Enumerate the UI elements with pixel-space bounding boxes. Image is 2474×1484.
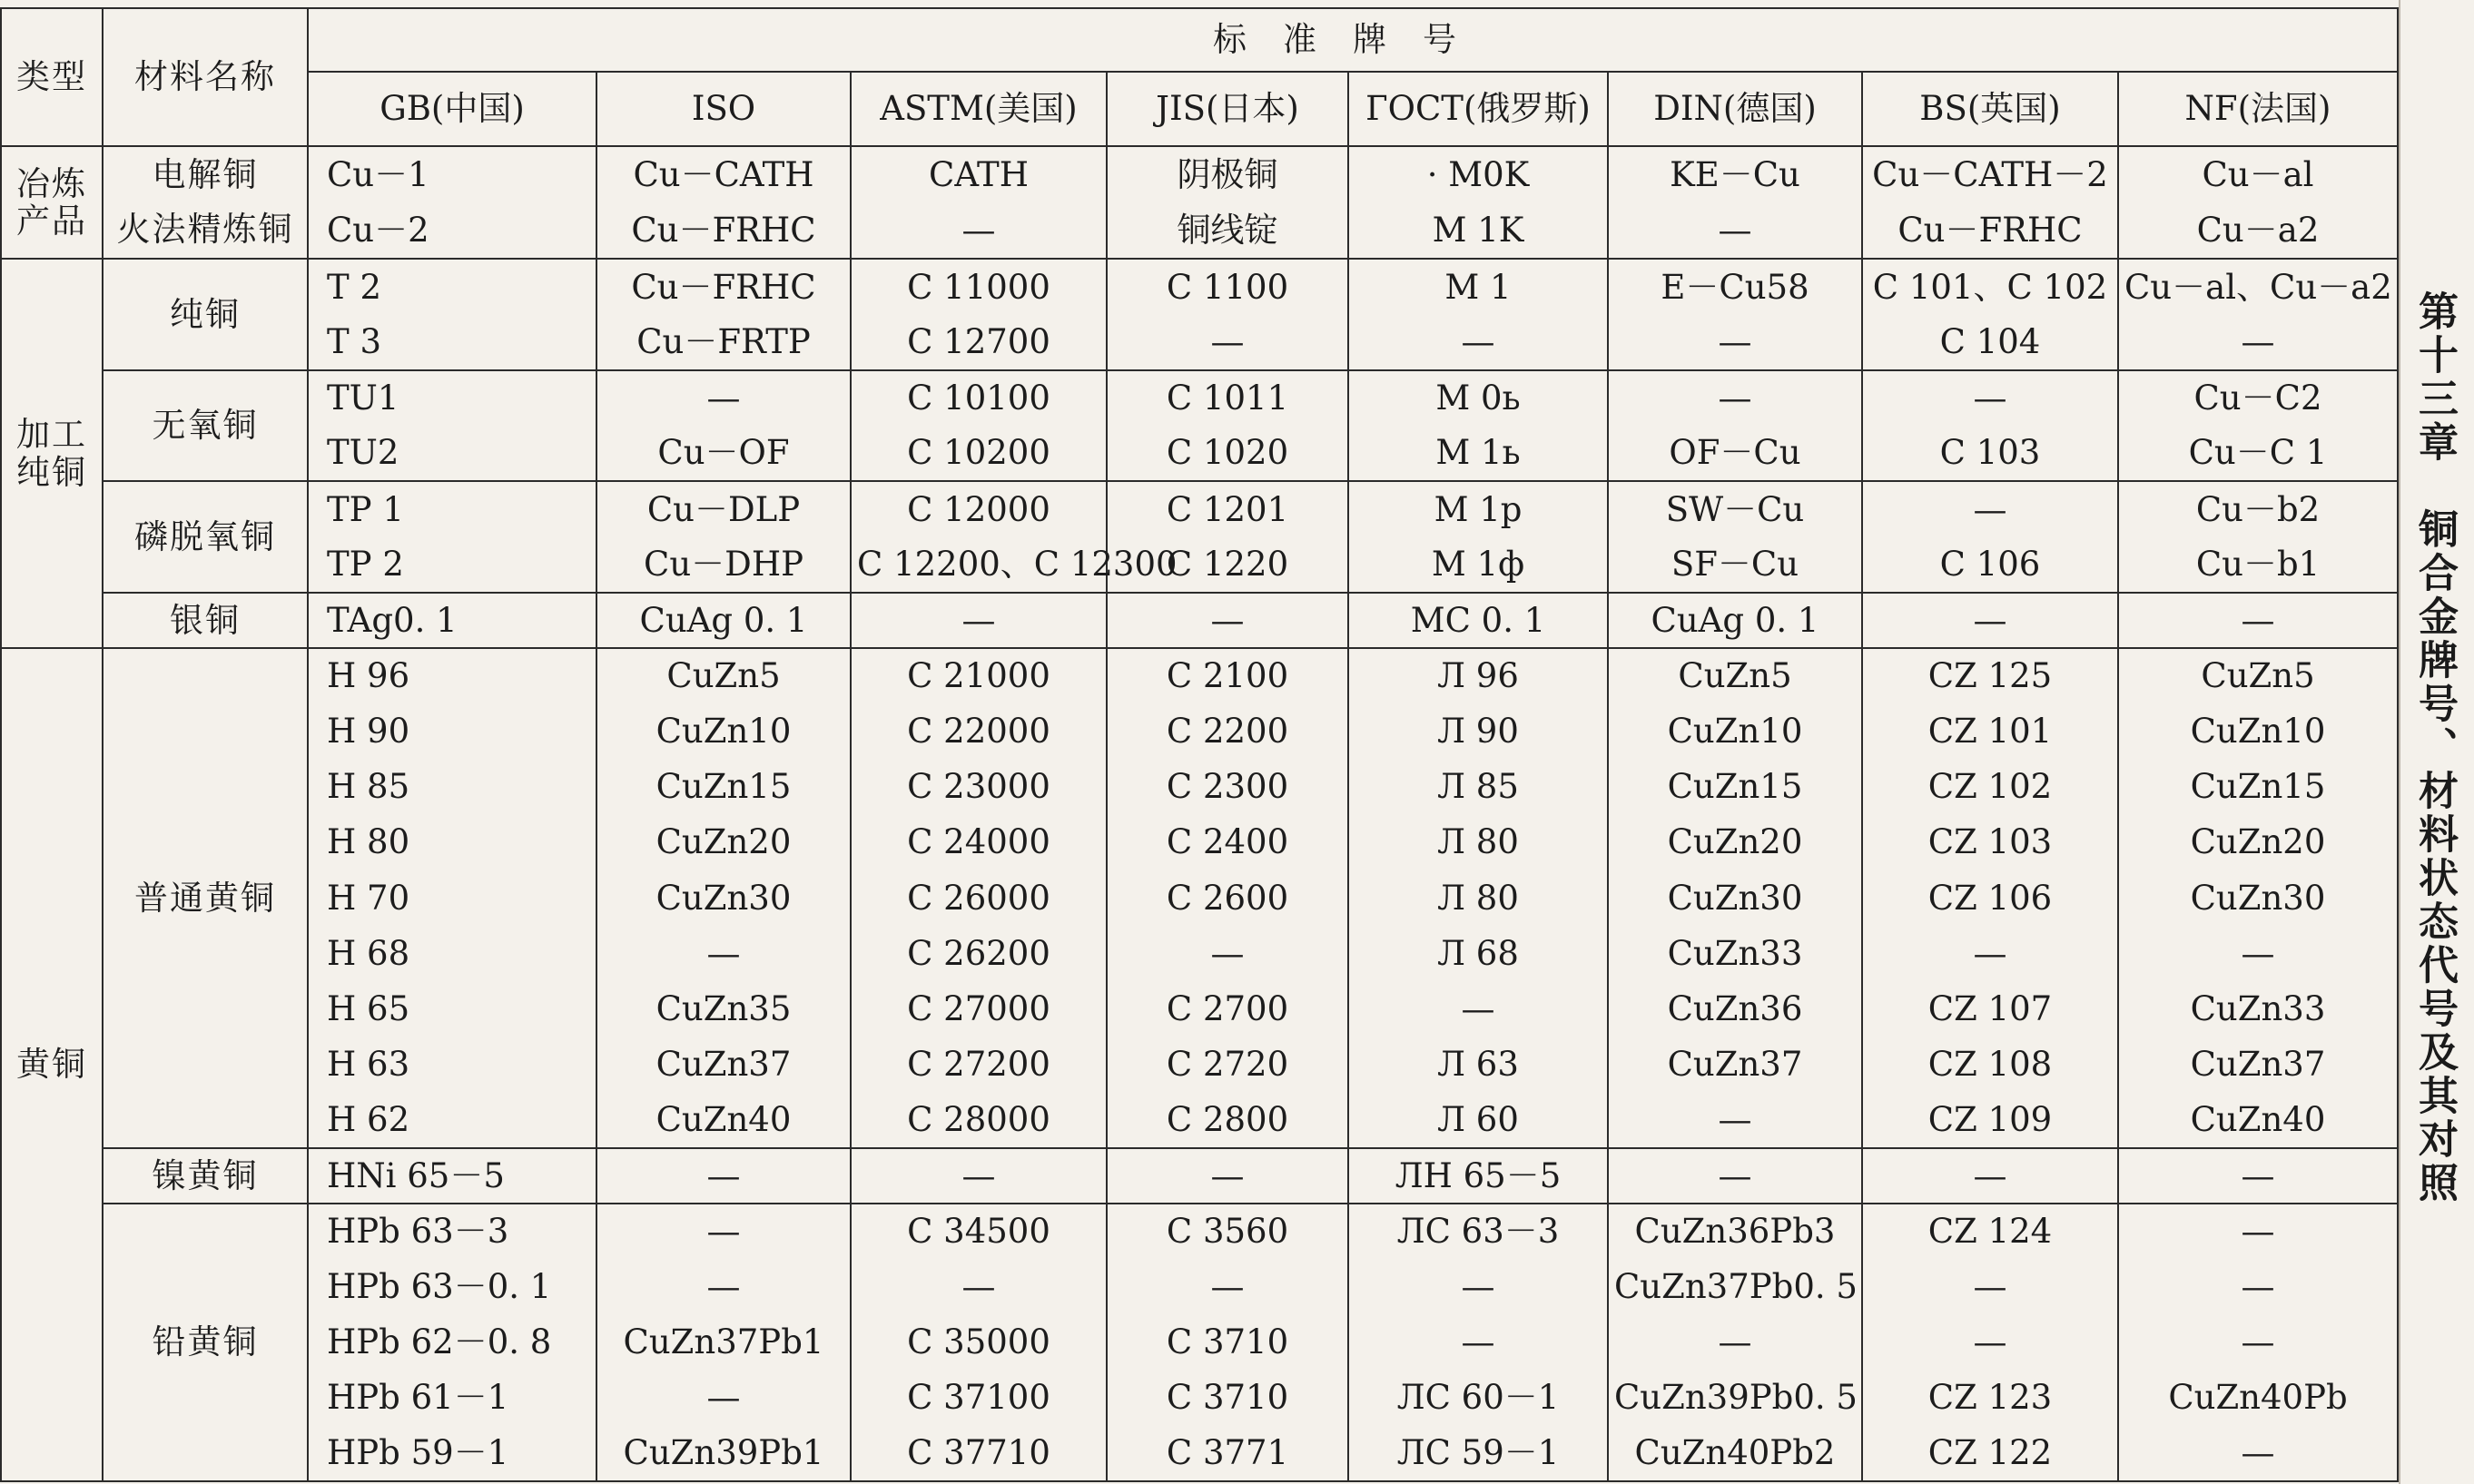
grade-cell: H 85 bbox=[308, 759, 596, 814]
material-name-cell: 普通黄铜 bbox=[103, 648, 308, 1148]
table-row bbox=[1, 536, 2398, 592]
grade-cell: — bbox=[1862, 1148, 2118, 1204]
grade-cell: C 106 bbox=[1862, 536, 2118, 592]
grade-cell: CZ 107 bbox=[1862, 981, 2118, 1037]
grade-cell: C 2100 bbox=[1107, 648, 1348, 703]
grade-cell: C 12000 bbox=[851, 481, 1107, 536]
copper-alloy-grade-comparison-table bbox=[0, 7, 2399, 1482]
table-row bbox=[1, 981, 2398, 1037]
grade-cell: C 1011 bbox=[1107, 370, 1348, 426]
grade-cell: Л 80 bbox=[1348, 814, 1608, 870]
header-standard-1: ISO bbox=[596, 72, 851, 146]
grade-cell: — bbox=[1348, 1314, 1608, 1370]
grade-cell: H 62 bbox=[308, 1092, 596, 1147]
grade-cell: — bbox=[2118, 1259, 2398, 1314]
table-row bbox=[1, 1314, 2398, 1370]
table-row bbox=[1, 1426, 2398, 1481]
table-row bbox=[1, 1259, 2398, 1314]
grade-cell: — bbox=[596, 1259, 851, 1314]
table-row bbox=[1, 1371, 2398, 1426]
grade-cell: C 1220 bbox=[1107, 536, 1348, 592]
table-row bbox=[1, 1148, 2398, 1204]
table-row bbox=[1, 426, 2398, 481]
grade-cell: CuZn10 bbox=[2118, 703, 2398, 759]
grade-cell: — bbox=[1107, 593, 1348, 648]
grade-cell: — bbox=[1348, 1259, 1608, 1314]
grade-cell: CuZn10 bbox=[1608, 703, 1862, 759]
grade-cell: C 37100 bbox=[851, 1371, 1107, 1426]
grade-cell: — bbox=[851, 202, 1107, 259]
grade-cell: Л 60 bbox=[1348, 1092, 1608, 1147]
grade-cell: CuAg 0. 1 bbox=[596, 593, 851, 648]
grade-cell: C 3771 bbox=[1107, 1426, 1348, 1481]
grade-cell: C 2700 bbox=[1107, 981, 1348, 1037]
grade-cell: CuZn40Pb2 bbox=[1608, 1426, 1862, 1481]
grade-cell: CuZn37Pb1 bbox=[596, 1314, 851, 1370]
grade-cell: C 3710 bbox=[1107, 1314, 1348, 1370]
header-standard-5: DIN(德国) bbox=[1608, 72, 1862, 146]
grade-cell: C 1020 bbox=[1107, 426, 1348, 481]
grade-cell: H 63 bbox=[308, 1037, 596, 1092]
grade-cell: Cu－FRHC bbox=[596, 202, 851, 259]
grade-cell: Cu－FRTP bbox=[596, 315, 851, 370]
grade-cell: CZ 122 bbox=[1862, 1426, 2118, 1481]
grade-cell: — bbox=[851, 593, 1107, 648]
table-row bbox=[1, 870, 2398, 926]
grade-cell: CuZn40 bbox=[2118, 1092, 2398, 1147]
table-row bbox=[1, 926, 2398, 981]
grade-cell: C 28000 bbox=[851, 1092, 1107, 1147]
grade-cell: CuZn36 bbox=[1608, 981, 1862, 1037]
grade-cell: C 1201 bbox=[1107, 481, 1348, 536]
grade-cell: C 26000 bbox=[851, 870, 1107, 926]
grade-cell: CATH bbox=[851, 146, 1107, 202]
grade-cell: — bbox=[596, 926, 851, 981]
grade-cell: CZ 106 bbox=[1862, 870, 2118, 926]
header-type: 类型 bbox=[1, 8, 103, 146]
grade-cell: OF－Cu bbox=[1608, 426, 1862, 481]
grade-cell: — bbox=[2118, 1426, 2398, 1481]
grade-cell: ЛС 59－1 bbox=[1348, 1426, 1608, 1481]
grade-cell: CZ 108 bbox=[1862, 1037, 2118, 1092]
grade-cell: Cu－OF bbox=[596, 426, 851, 481]
grade-cell: Л 90 bbox=[1348, 703, 1608, 759]
header-material-name: 材料名称 bbox=[103, 8, 308, 146]
grade-cell: Л 80 bbox=[1348, 870, 1608, 926]
grade-cell: Cu－1 bbox=[308, 146, 596, 202]
grade-cell: Cu－b1 bbox=[2118, 536, 2398, 592]
grade-cell: C 10200 bbox=[851, 426, 1107, 481]
grade-cell: Л 96 bbox=[1348, 648, 1608, 703]
grade-cell: HPb 63－3 bbox=[308, 1204, 596, 1259]
grade-cell: M 1ь bbox=[1348, 426, 1608, 481]
grade-cell: M 0ь bbox=[1348, 370, 1608, 426]
grade-cell: M 1K bbox=[1348, 202, 1608, 259]
grade-cell: — bbox=[1107, 1259, 1348, 1314]
grade-cell: Cu－DLP bbox=[596, 481, 851, 536]
grade-cell: Cu－al、Cu－a2 bbox=[2118, 259, 2398, 314]
table-row bbox=[1, 814, 2398, 870]
grade-cell: — bbox=[1608, 1314, 1862, 1370]
grade-cell: — bbox=[2118, 315, 2398, 370]
grade-cell: — bbox=[851, 1148, 1107, 1204]
grade-cell: M 1ф bbox=[1348, 536, 1608, 592]
page-edge-rule bbox=[2399, 0, 2400, 1484]
grade-cell: CuZn30 bbox=[1608, 870, 1862, 926]
grade-cell: — bbox=[851, 1259, 1107, 1314]
grade-cell: CuZn40 bbox=[596, 1092, 851, 1147]
grade-cell: C 101、C 102 bbox=[1862, 259, 2118, 314]
grade-cell: CuZn5 bbox=[2118, 648, 2398, 703]
grade-cell: CZ 125 bbox=[1862, 648, 2118, 703]
table-row bbox=[1, 481, 2398, 536]
grade-cell: C 27200 bbox=[851, 1037, 1107, 1092]
grade-cell: TU1 bbox=[308, 370, 596, 426]
grade-cell: CuZn33 bbox=[1608, 926, 1862, 981]
grade-cell: Cu－CATH－2 bbox=[1862, 146, 2118, 202]
grade-cell: — bbox=[1107, 926, 1348, 981]
grade-cell: — bbox=[1107, 315, 1348, 370]
grade-cell: — bbox=[1862, 370, 2118, 426]
grade-cell: CuZn36Pb3 bbox=[1608, 1204, 1862, 1259]
grade-cell: C 23000 bbox=[851, 759, 1107, 814]
grade-cell: — bbox=[1862, 481, 2118, 536]
grade-cell: H 65 bbox=[308, 981, 596, 1037]
grade-cell: TU2 bbox=[308, 426, 596, 481]
grade-cell: C 21000 bbox=[851, 648, 1107, 703]
grade-cell: 铜线锭 bbox=[1107, 202, 1348, 259]
grade-cell: — bbox=[1348, 315, 1608, 370]
grade-cell: — bbox=[2118, 926, 2398, 981]
header-standard-4: ГОСТ(俄罗斯) bbox=[1348, 72, 1608, 146]
grade-cell: C 12200、C 12300 bbox=[851, 536, 1107, 592]
grade-cell: CuZn30 bbox=[596, 870, 851, 926]
grade-cell: CZ 124 bbox=[1862, 1204, 2118, 1259]
table-row bbox=[1, 648, 2398, 703]
grade-cell: — bbox=[1608, 1092, 1862, 1147]
table-row bbox=[1, 146, 2398, 202]
table-row bbox=[1, 703, 2398, 759]
grade-cell: CZ 123 bbox=[1862, 1371, 2118, 1426]
table-row bbox=[1, 259, 2398, 314]
grade-cell: H 70 bbox=[308, 870, 596, 926]
grade-cell: — bbox=[2118, 593, 2398, 648]
grade-cell: CuZn20 bbox=[2118, 814, 2398, 870]
grade-cell: C 103 bbox=[1862, 426, 2118, 481]
table-row bbox=[1, 1037, 2398, 1092]
header-standard-0: GB(中国) bbox=[308, 72, 596, 146]
grade-cell: CuZn20 bbox=[596, 814, 851, 870]
grade-cell: CuZn30 bbox=[2118, 870, 2398, 926]
grade-cell: ЛН 65－5 bbox=[1348, 1148, 1608, 1204]
grade-cell: T 2 bbox=[308, 259, 596, 314]
grade-cell: C 2400 bbox=[1107, 814, 1348, 870]
grade-cell: CuZn5 bbox=[596, 648, 851, 703]
material-name-cell: 银铜 bbox=[103, 593, 308, 648]
grade-cell: CuZn15 bbox=[2118, 759, 2398, 814]
material-name-cell: 铅黄铜 bbox=[103, 1204, 308, 1481]
grade-cell: C 27000 bbox=[851, 981, 1107, 1037]
grade-cell: CuZn15 bbox=[1608, 759, 1862, 814]
grade-cell: Cu－FRHC bbox=[596, 259, 851, 314]
grade-cell: HPb 63－0. 1 bbox=[308, 1259, 596, 1314]
grade-cell: C 11000 bbox=[851, 259, 1107, 314]
grade-cell: — bbox=[2118, 1148, 2398, 1204]
header-standard-2: ASTM(美国) bbox=[851, 72, 1107, 146]
grade-cell: CuZn39Pb1 bbox=[596, 1426, 851, 1481]
table-row bbox=[1, 593, 2398, 648]
material-name-cell: 无氧铜 bbox=[103, 370, 308, 481]
grade-cell: C 2800 bbox=[1107, 1092, 1348, 1147]
grade-cell: H 96 bbox=[308, 648, 596, 703]
grade-cell: CZ 103 bbox=[1862, 814, 2118, 870]
grade-cell: — bbox=[2118, 1204, 2398, 1259]
grade-cell: Cu－C2 bbox=[2118, 370, 2398, 426]
grade-cell: CuZn37 bbox=[596, 1037, 851, 1092]
grade-cell: ЛС 63－3 bbox=[1348, 1204, 1608, 1259]
grade-cell: CuZn10 bbox=[596, 703, 851, 759]
grade-cell: C 2720 bbox=[1107, 1037, 1348, 1092]
grade-cell: E－Cu58 bbox=[1608, 259, 1862, 314]
grade-cell: — bbox=[1862, 593, 2118, 648]
grade-cell: C 34500 bbox=[851, 1204, 1107, 1259]
type-cell: 黄铜 bbox=[1, 648, 103, 1481]
grade-cell: — bbox=[596, 1371, 851, 1426]
grade-cell: TAg0. 1 bbox=[308, 593, 596, 648]
grade-cell: Л 68 bbox=[1348, 926, 1608, 981]
grade-cell: Cu－b2 bbox=[2118, 481, 2398, 536]
grade-cell: CZ 109 bbox=[1862, 1092, 2118, 1147]
grade-cell: — bbox=[596, 370, 851, 426]
header-standard-7: NF(法国) bbox=[2118, 72, 2398, 146]
grade-cell: TP 1 bbox=[308, 481, 596, 536]
grade-cell: CuAg 0. 1 bbox=[1608, 593, 1862, 648]
header-standards-row bbox=[1, 72, 2398, 146]
material-name-cell: 纯铜 bbox=[103, 259, 308, 369]
grade-cell: C 1100 bbox=[1107, 259, 1348, 314]
grade-cell: C 3560 bbox=[1107, 1204, 1348, 1259]
grade-cell: C 12700 bbox=[851, 315, 1107, 370]
material-name-cell: 镍黄铜 bbox=[103, 1148, 308, 1204]
grade-cell: C 22000 bbox=[851, 703, 1107, 759]
grade-cell: — bbox=[1608, 370, 1862, 426]
grade-cell: 阴极铜 bbox=[1107, 146, 1348, 202]
grade-cell: Л 63 bbox=[1348, 1037, 1608, 1092]
grade-cell: · M0K bbox=[1348, 146, 1608, 202]
grade-cell: C 2200 bbox=[1107, 703, 1348, 759]
table-row bbox=[1, 1092, 2398, 1147]
grade-cell: CuZn5 bbox=[1608, 648, 1862, 703]
grade-cell: H 80 bbox=[308, 814, 596, 870]
table-header bbox=[1, 8, 2398, 146]
grade-cell: C 3710 bbox=[1107, 1371, 1348, 1426]
grade-cell: C 104 bbox=[1862, 315, 2118, 370]
grade-cell: CuZn35 bbox=[596, 981, 851, 1037]
grade-cell: SF－Cu bbox=[1608, 536, 1862, 592]
grade-cell: Cu－DHP bbox=[596, 536, 851, 592]
material-name-cell: 磷脱氧铜 bbox=[103, 481, 308, 592]
grade-cell: Cu－FRHC bbox=[1862, 202, 2118, 259]
grade-cell: TP 2 bbox=[308, 536, 596, 592]
chapter-side-title: 第十三章 铜合金牌号、材料状态代号及其对照 bbox=[2411, 290, 2458, 1205]
header-standard-6: BS(英国) bbox=[1862, 72, 2118, 146]
grade-cell: C 2300 bbox=[1107, 759, 1348, 814]
grade-cell: T 3 bbox=[308, 315, 596, 370]
grade-cell: C 35000 bbox=[851, 1314, 1107, 1370]
grade-cell: — bbox=[596, 1204, 851, 1259]
grade-cell: — bbox=[1608, 1148, 1862, 1204]
grade-cell: ЛС 60－1 bbox=[1348, 1371, 1608, 1426]
grade-cell: M 1p bbox=[1348, 481, 1608, 536]
grade-cell: C 26200 bbox=[851, 926, 1107, 981]
grade-cell: H 68 bbox=[308, 926, 596, 981]
grade-cell: M 1 bbox=[1348, 259, 1608, 314]
grade-cell: MC 0. 1 bbox=[1348, 593, 1608, 648]
grade-cell: C 37710 bbox=[851, 1426, 1107, 1481]
grade-cell: H 90 bbox=[308, 703, 596, 759]
grade-cell: — bbox=[1862, 1314, 2118, 1370]
table-row bbox=[1, 202, 2398, 259]
grade-cell: C 10100 bbox=[851, 370, 1107, 426]
grade-cell: Л 85 bbox=[1348, 759, 1608, 814]
grade-cell: CZ 102 bbox=[1862, 759, 2118, 814]
grade-cell: Cu－CATH bbox=[596, 146, 851, 202]
table-row bbox=[1, 370, 2398, 426]
header-standard-3: JIS(日本) bbox=[1107, 72, 1348, 146]
grade-cell: — bbox=[1348, 981, 1608, 1037]
grade-cell: — bbox=[1107, 1148, 1348, 1204]
grade-cell: CuZn39Pb0. 5 bbox=[1608, 1371, 1862, 1426]
header-standard-grades: 标准牌号 bbox=[308, 8, 2398, 72]
grade-cell: CuZn37Pb0. 5 bbox=[1608, 1259, 1862, 1314]
grade-cell: — bbox=[1608, 315, 1862, 370]
grade-cell: C 2600 bbox=[1107, 870, 1348, 926]
grade-cell: KE－Cu bbox=[1608, 146, 1862, 202]
material-name-cell: 电解铜 火法精炼铜 bbox=[103, 146, 308, 259]
type-cell: 冶炼 产品 bbox=[1, 146, 103, 259]
table-body bbox=[1, 146, 2398, 1481]
grade-cell: — bbox=[2118, 1314, 2398, 1370]
grade-cell: CuZn20 bbox=[1608, 814, 1862, 870]
grade-cell: HPb 61－1 bbox=[308, 1371, 596, 1426]
grade-cell: CuZn37 bbox=[2118, 1037, 2398, 1092]
grade-cell: — bbox=[1862, 1259, 2118, 1314]
table-row bbox=[1, 315, 2398, 370]
grade-cell: Cu－a2 bbox=[2118, 202, 2398, 259]
grade-cell: HPb 59－1 bbox=[308, 1426, 596, 1481]
table-row bbox=[1, 759, 2398, 814]
grade-cell: CuZn37 bbox=[1608, 1037, 1862, 1092]
grade-cell: — bbox=[1608, 202, 1862, 259]
type-cell: 加工 纯铜 bbox=[1, 259, 103, 647]
grade-cell: CuZn40Pb bbox=[2118, 1371, 2398, 1426]
grade-cell: Cu－al bbox=[2118, 146, 2398, 202]
grade-cell: CuZn33 bbox=[2118, 981, 2398, 1037]
grade-cell: SW－Cu bbox=[1608, 481, 1862, 536]
grade-cell: C 24000 bbox=[851, 814, 1107, 870]
grade-cell: CuZn15 bbox=[596, 759, 851, 814]
grade-cell: Cu－2 bbox=[308, 202, 596, 259]
grade-cell: HPb 62－0. 8 bbox=[308, 1314, 596, 1370]
table-row bbox=[1, 1204, 2398, 1259]
grade-cell: — bbox=[1862, 926, 2118, 981]
grade-cell: Cu－C 1 bbox=[2118, 426, 2398, 481]
grade-cell: — bbox=[596, 1148, 851, 1204]
grade-cell: CZ 101 bbox=[1862, 703, 2118, 759]
grade-cell: HNi 65－5 bbox=[308, 1148, 596, 1204]
